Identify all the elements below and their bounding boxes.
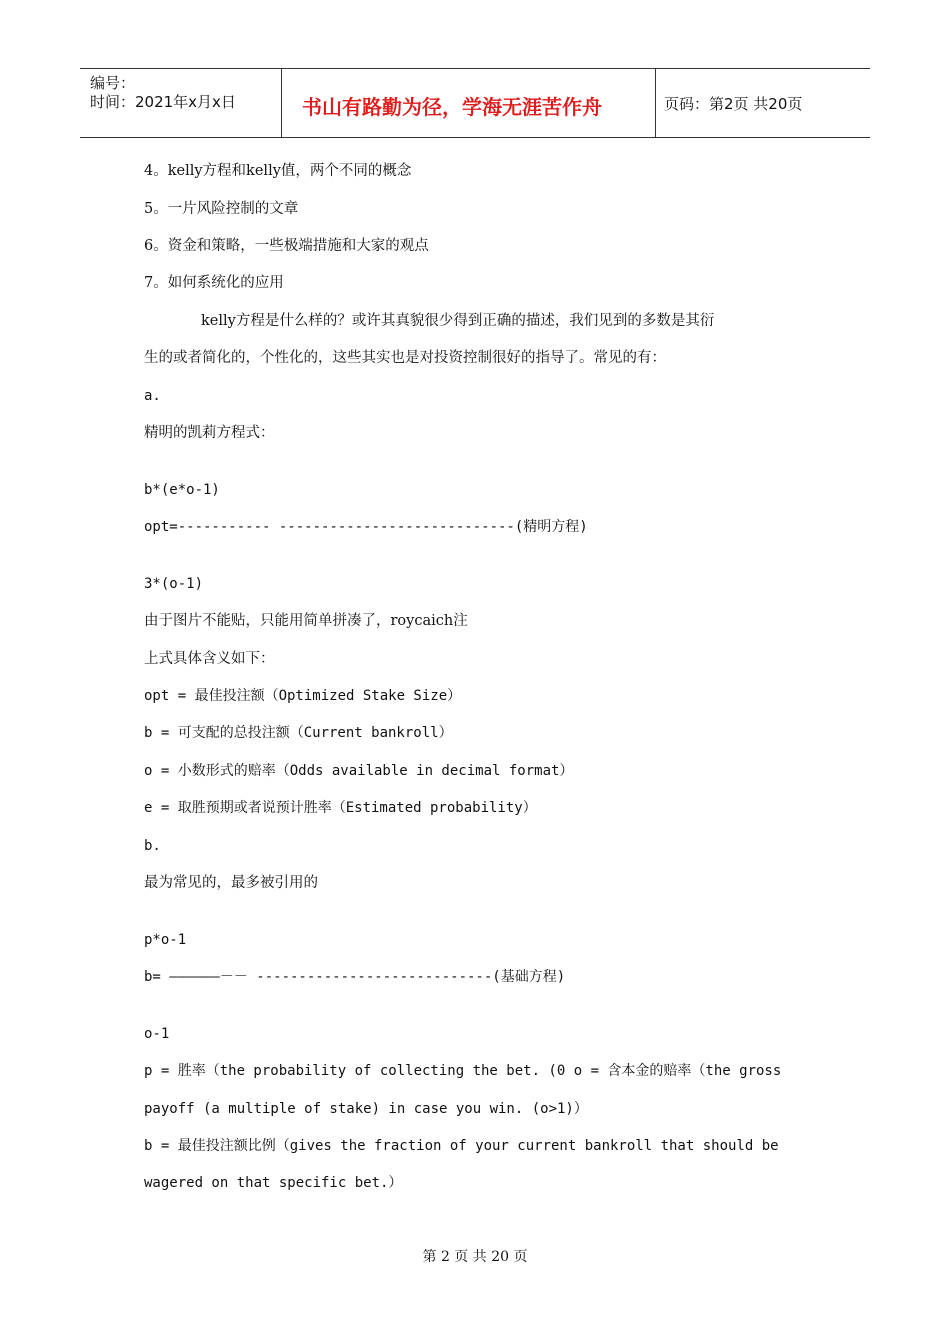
paragraph-line: 生的或者简化的，个性化的，这些其实也是对投资控制很好的指导了。常见的有： bbox=[144, 350, 666, 366]
number-label: 编号： bbox=[90, 74, 136, 92]
formula-line: opt=----------- ----------------------------(精明方程) bbox=[144, 519, 588, 535]
definition-line: b = 可支配的总投注额（Current bankroll） bbox=[144, 725, 453, 741]
page-footer: 第 2 页 共 20 页 bbox=[422, 1249, 528, 1265]
formula-numerator: b*(e*o-1) bbox=[144, 482, 220, 498]
definition-line: o = 小数形式的赔率（Odds available in decimal format） bbox=[144, 763, 574, 779]
paragraph-line: kelly方程是什么样的？或许其真貌很少得到正确的描述，我们见到的多数是其衍 bbox=[201, 313, 715, 329]
definition-line: wagered on that specific bet.） bbox=[144, 1175, 403, 1191]
text-line: 上式具体含义如下： bbox=[144, 651, 275, 667]
definition-line: payoff (a multiple of stake) in case you win. (o>1)） bbox=[144, 1101, 588, 1117]
list-item-5: 5。一片风险控制的文章 bbox=[144, 201, 299, 217]
definition-line: opt = 最佳投注额（Optimized Stake Size） bbox=[144, 688, 462, 704]
list-item-7: 7。如何系统化的应用 bbox=[144, 275, 284, 291]
formula-numerator: p*o-1 bbox=[144, 932, 187, 948]
section-marker-b: b. bbox=[144, 838, 161, 854]
list-item-6: 6。资金和策略，一些极端措施和大家的观点 bbox=[144, 238, 429, 254]
note-line: 由于图片不能贴，只能用简单拼凑了，roycaich注 bbox=[144, 613, 468, 629]
formula-line: b= ——————－－ ----------------------------(基础方程) bbox=[144, 969, 566, 985]
header-motto-cell bbox=[281, 69, 656, 137]
header-page-cell bbox=[655, 69, 870, 137]
page-info: 页码：第2页 共20页 bbox=[664, 95, 803, 113]
text-line: 最为常见的，最多被引用的 bbox=[144, 875, 318, 891]
definition-line: p = 胜率（the probability of collecting the bet. (0 o = 含本金的赔率（the gross bbox=[144, 1063, 782, 1079]
date-label: 时间：2021年x月x日 bbox=[90, 93, 236, 111]
definition-line: b = 最佳投注额比例（gives the fraction of your current bankroll that should be bbox=[144, 1138, 779, 1154]
formula-denominator: o-1 bbox=[144, 1026, 170, 1042]
page-header bbox=[80, 68, 870, 138]
header-meta bbox=[80, 69, 280, 137]
formula-heading: 精明的凯莉方程式： bbox=[144, 425, 275, 441]
formula-denominator: 3*(o-1) bbox=[144, 576, 204, 592]
list-item-4: 4。kelly方程和kelly值，两个不同的概念 bbox=[144, 163, 412, 179]
definition-line: e = 取胜预期或者说预计胜率（Estimated probability） bbox=[144, 800, 537, 816]
section-marker-a: a. bbox=[144, 388, 161, 404]
motto: 书山有路勤为径，学海无涯苦作舟 bbox=[302, 95, 602, 119]
